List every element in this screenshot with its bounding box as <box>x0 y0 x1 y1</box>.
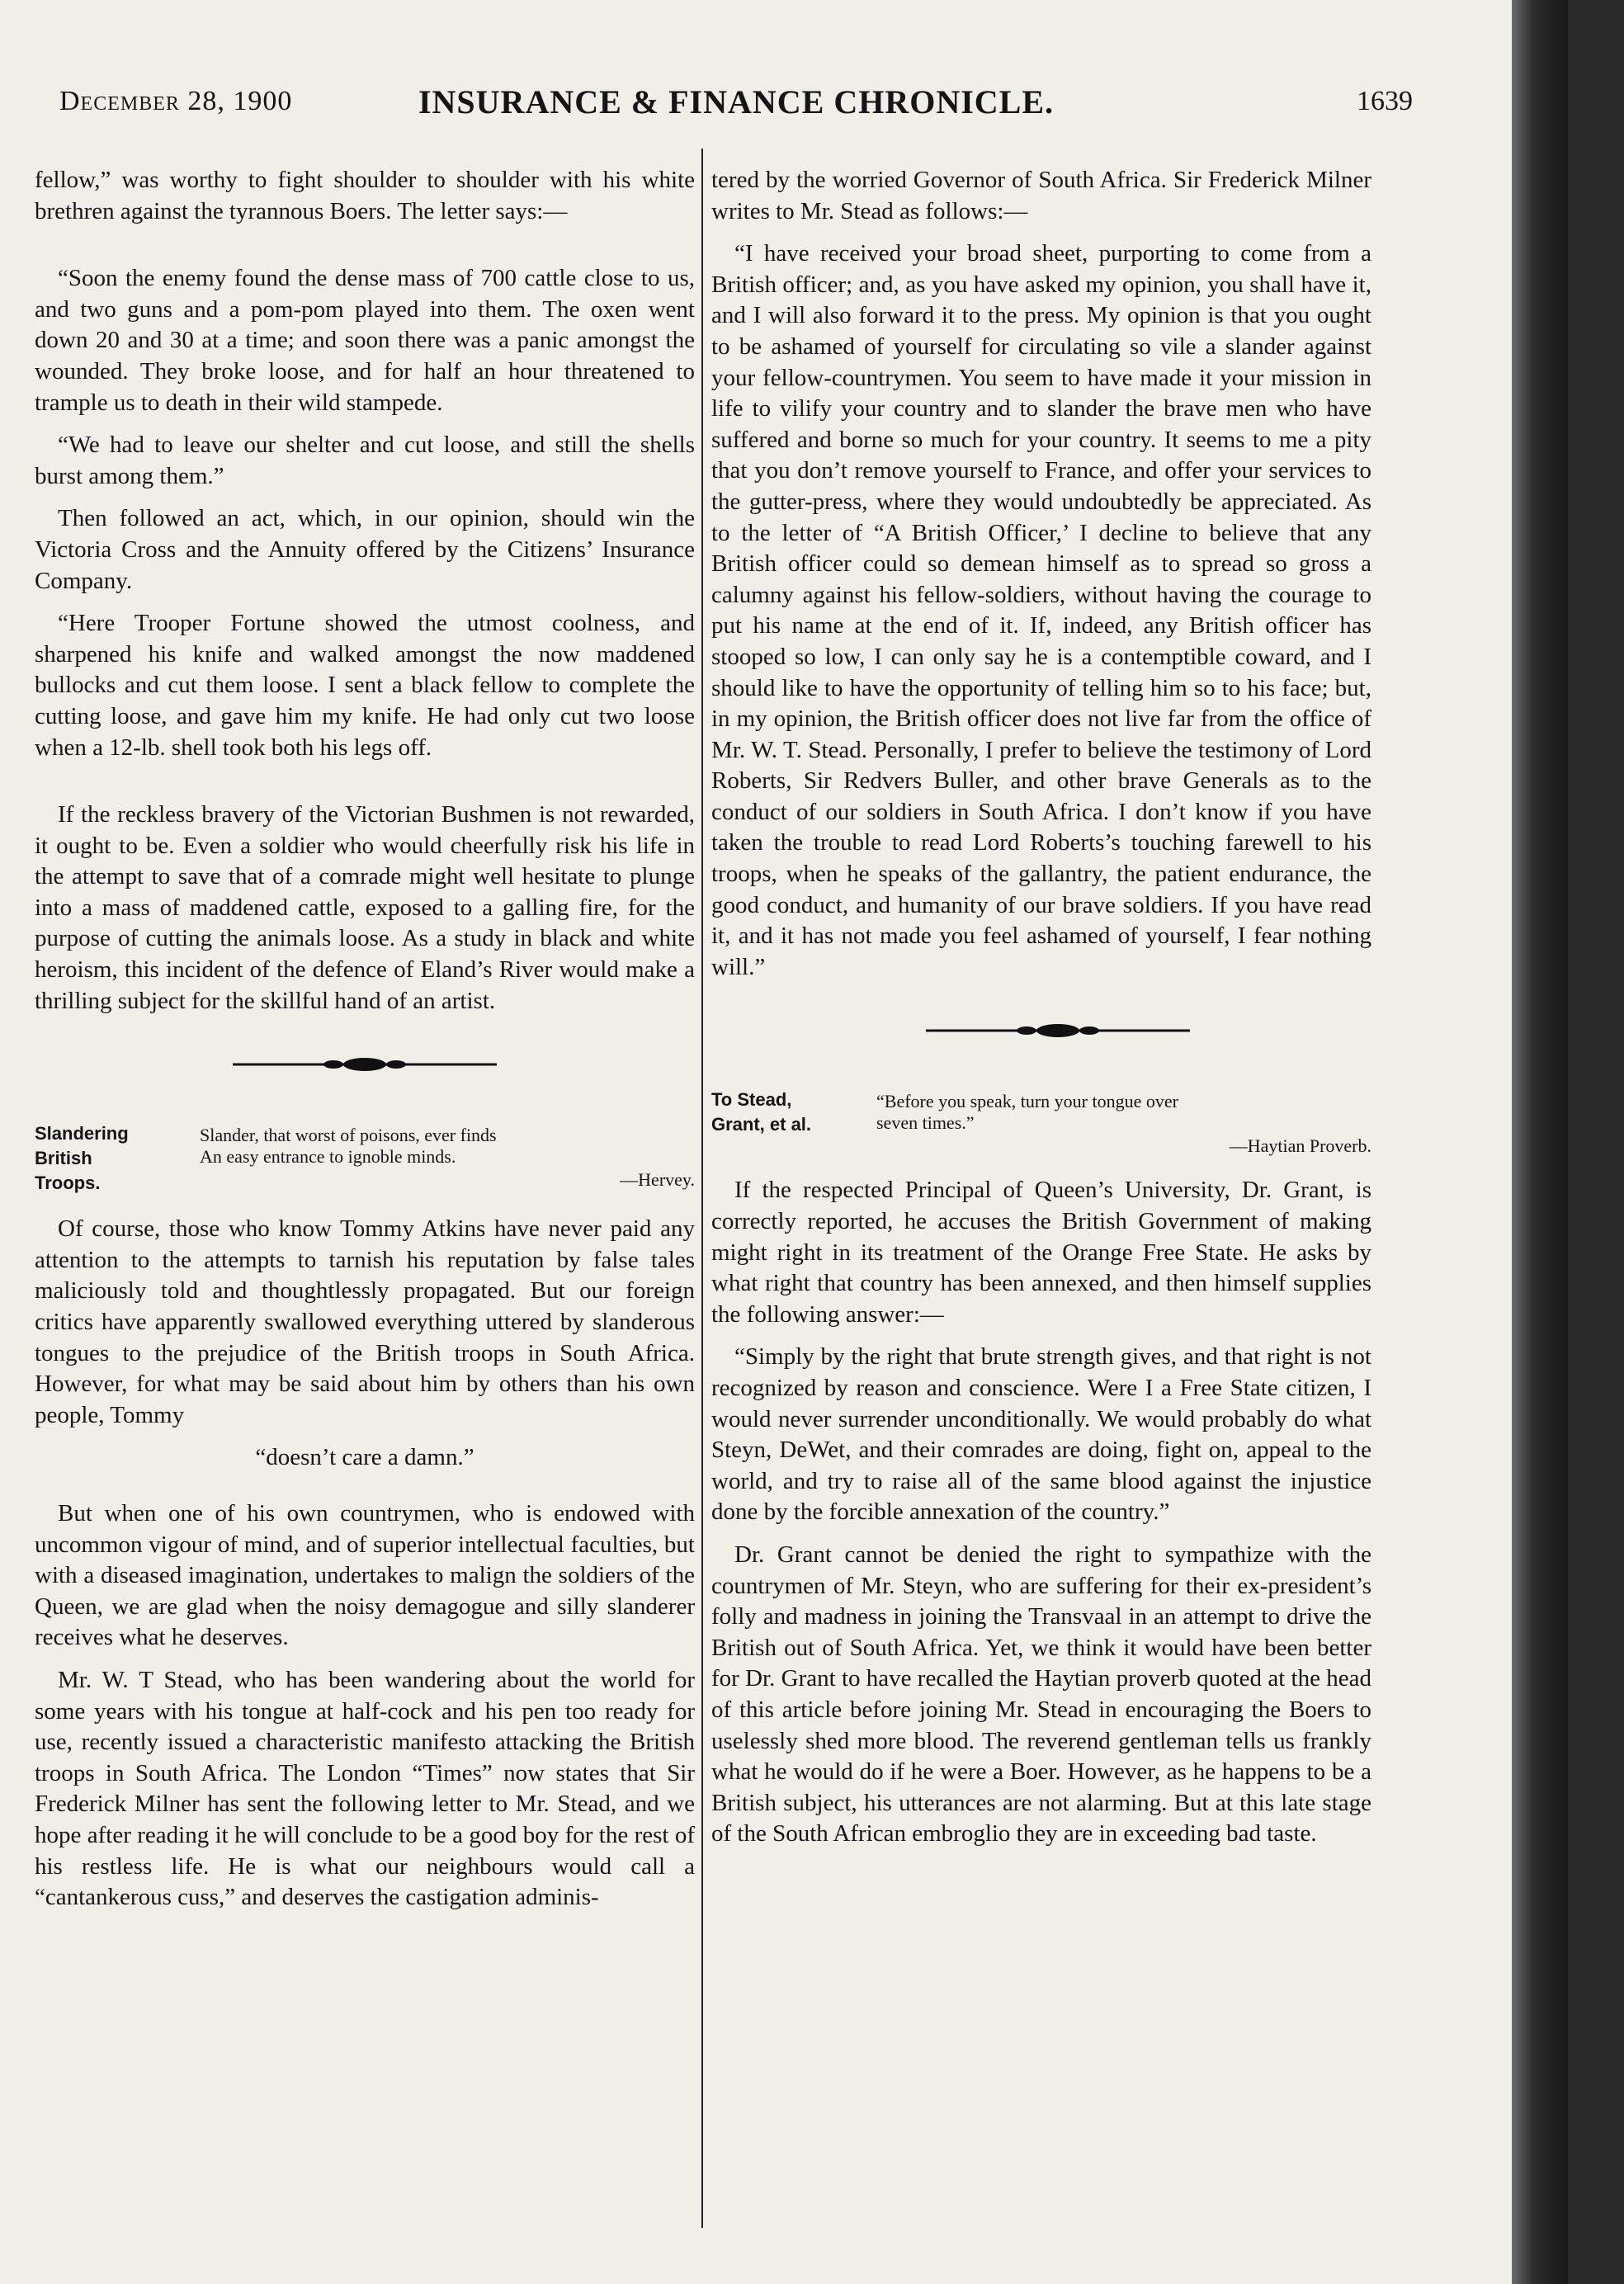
quote-paragraph: “I have received your broad sheet, purporting to come from a British officer; and, as you have asked my opinion, you shall have it, and I will also forward it to the press. My opinion is that you ought to be ashamed of yourself for circulating so vile a slander against your fellow-countrymen. You seem to have made it your mission in life to vilify your country and to slander the brave men who have suffered and borne so much for your country. It seems to me a pity that you don’t remove yourself to France, and offer your services to the gutter-press, where they would undoubtedly be appreciated. As to the letter of “A British Officer,’ I decline to believe that any British officer could so demean himself as to spread so gross a calumny against his fellow-soldiers, without having the courage to put his name at the end of it. If, indeed, any British officer has stooped so low, I can only say he is a contemptible coward, and I should like to have the opportunity of telling him so to his face; but, in my opinion, the British officer does not live far from the office of Mr. W. T. Stead. Personally, I prefer to believe the testimony of Lord Roberts, Sir Redvers Buller, and other brave Generals as to the conduct of our soldiers in South Africa. I don’t know if you have taken the trouble to read Lord Roberts’s touching farewell to his troops, when he speaks of the gallantry, the patient endurance, the good conduct, and humanity of our brave soldiers. If you have read it, and it has not made you feel ashamed of yourself, I fear nothing will.” <box>711 240 1371 980</box>
quote-paragraph: “We had to leave our shelter and cut loose, and still the shells burst among them.” <box>35 432 695 489</box>
section-label: Slandering British Troops. <box>35 1123 129 1194</box>
paragraph: If the respected Principal of Queen’s University, Dr. Grant, is correctly reported, he accuses the British Government of making might right in its treatment of the Orange Free State. He asks by what right that country has been annexed, and then himself supplies the following answer:— <box>711 1177 1371 1328</box>
paragraph: Then followed an act, which, in our opinion, should win the Victoria Cross and the Annuity offered by the Citizens’ Insurance Company. <box>35 505 695 594</box>
column-divider <box>701 149 703 2228</box>
page-header <box>59 83 1413 132</box>
quote-paragraph: “Simply by the right that brute strength gives, and that right is not recognized by reason and conscience. Were I a Free State citizen, I would never surrender unconditionally. We would probably do what Steyn, DeWet, and their comrades are doing, fight on, appeal to the world, and try to raise all of the same blood against the injustice done by the forcible annexation of the country.” <box>711 1343 1371 1526</box>
quote-paragraph: “Here Trooper Fortune showed the utmost coolness, and sharpened his knife and walked amongst the now maddened bullocks and cut them loose. I sent a black fellow to complete the cutting loose, and gave him my knife. He had only cut two loose when a 12-lb. shell took both his legs off. <box>35 610 695 761</box>
paragraph: If the reckless bravery of the Victorian Bushmen is not rewarded, it ought to be. Even a soldier who would cheerfully risk his life in the attempt to save that of a comrade might well hesitate to plunge into a mass of maddened cattle, exposed to a galling fire, for the purpose of cutting the animals loose. As a study in black and white heroism, this incident of the defence of Eland’s River would make a thrilling subject for the skillful hand of an artist. <box>35 801 695 1014</box>
section-ornament <box>711 1014 1371 1047</box>
centered-quote: “doesn’t care a damn.” <box>255 1444 474 1471</box>
paragraph: Of course, those who know Tommy Atkins have never paid any attention to the attempts to tarnish his reputation by false tales maliciously told and thoughtlessly propagated. But our foreign critics have apparently swallowed everything uttered by slanderous tongues to the prejudice of the British troops in South Africa. However, for what may be said about him by others than his own people, Tommy <box>35 1215 695 1428</box>
epigraph: “Before you speak, turn your tongue over seven times.” —Haytian Proverb. <box>876 1091 1371 1157</box>
section-heading-to-stead <box>711 1088 1371 1157</box>
section-heading-slandering <box>35 1121 695 1196</box>
header-page-number: 1639 <box>1357 86 1413 116</box>
paragraph: Dr. Grant cannot be denied the right to sympathize with the countrymen of Mr. Steyn, who are suffering for their ex-president’s folly and madness in joining the Transvaal in an attempt to drive the British out of South Africa. Yet, we think it would have been better for Dr. Grant to have recalled the Haytian proverb quoted at the head of this article before joining Mr. Stead in encouraging the Boers to uselessly shed more blood. The reverend gentleman tells us frankly what he would do if he were a Boer. However, as he happens to be a British subject, his utterances are not alarming. But at this late stage of the South African embroglio they are in exceeding bad taste. <box>711 1541 1371 1847</box>
right-column <box>711 165 1371 1862</box>
section-label: To Stead, Grant, et al. <box>711 1089 812 1135</box>
left-column <box>35 165 695 1925</box>
paragraph: fellow,” was worthy to fight shoulder to shoulder with his white brethren against the tyrannous Boers. The letter says:— <box>35 167 695 224</box>
header-date: December 28, 1900 <box>59 86 293 116</box>
epigraph-attribution: —Hervey. <box>620 1169 695 1191</box>
header-title: INSURANCE & FINANCE CHRONICLE. <box>418 83 1055 120</box>
paragraph: Mr. W. T Stead, who has been wandering about the world for some years with his tongue at half-cock and his pen too ready for use, recently issued a characteristic manifesto attacking the British troops in South Africa. The London “Times” now states that Sir Frederick Milner has sent the following letter to Mr. Stead, and we hope after reading it he will conclude to be a good boy for the rest of his restless life. He is what our neighbours would call a “cantankerous cuss,” and deserves the castigation adminis- <box>35 1666 695 1911</box>
paragraph: tered by the worried Governor of South Africa. Sir Frederick Milner writes to Mr. Stead as follows:— <box>711 167 1371 224</box>
epigraph-attribution: —Haytian Proverb. <box>1229 1135 1371 1157</box>
section-ornament <box>35 1048 695 1081</box>
paragraph: But when one of his own countrymen, who is endowed with uncommon vigour of mind, and of superior intellectual faculties, but with a diseased imagination, undertakes to malign the soldiers of the Queen, we are glad when the noisy demagogue and silly slanderer receives what he deserves. <box>35 1500 695 1651</box>
quote-paragraph: “Soon the enemy found the dense mass of 700 cattle close to us, and two guns and a pom-pom played into them. The oxen went down 20 and 30 at a time; and soon there was a panic amongst the wounded. They broke loose, and for half an hour threatened to trample us to death in their wild stampede. <box>35 265 695 416</box>
epigraph: Slander, that worst of poisons, ever finds An easy entrance to ignoble minds. —Hervey. <box>200 1125 695 1191</box>
page-edge <box>1512 0 1568 2284</box>
